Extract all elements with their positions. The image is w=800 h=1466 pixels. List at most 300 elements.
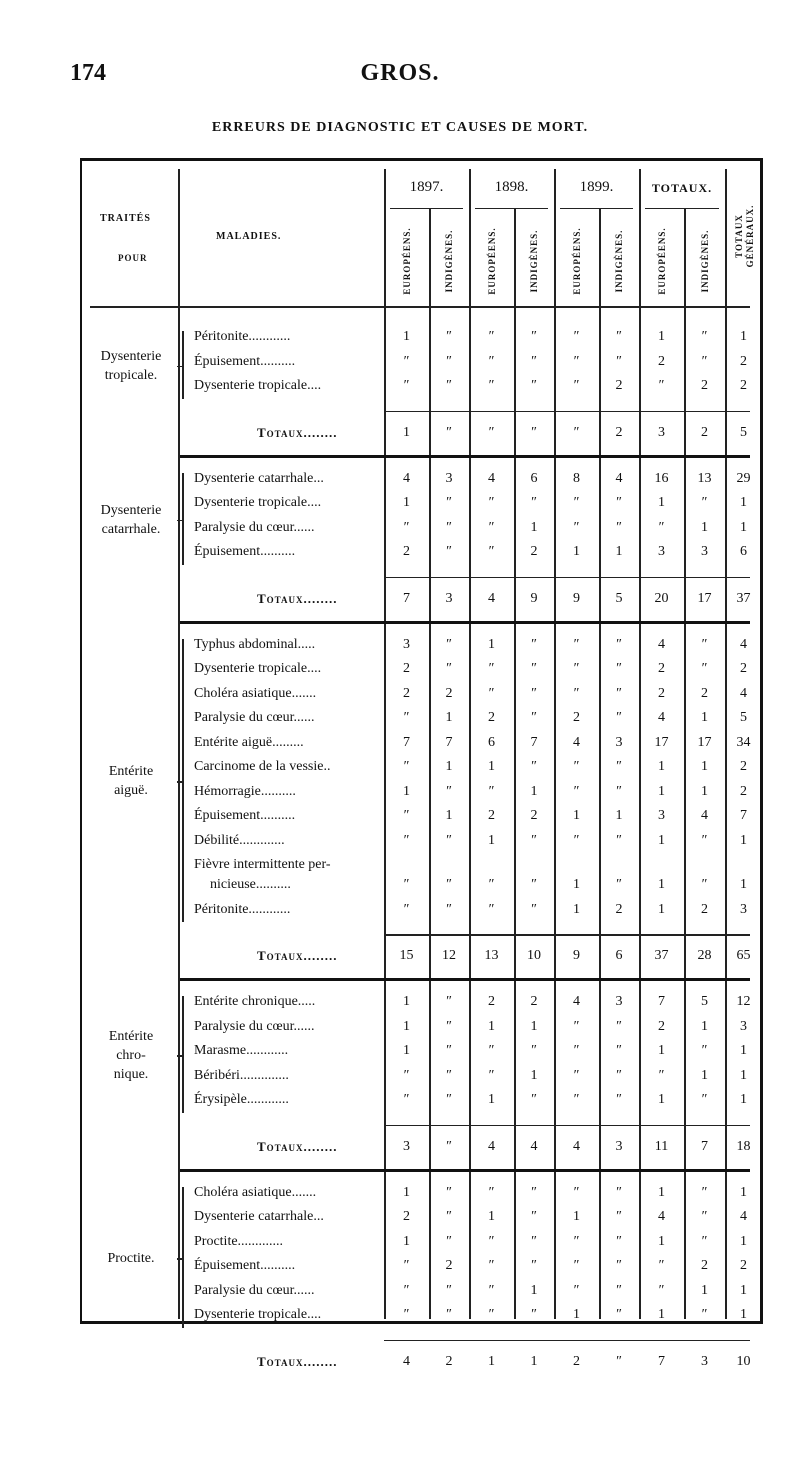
total-value: 11 xyxy=(654,1138,669,1154)
totals-rule xyxy=(384,1125,750,1127)
cell-value: ″ xyxy=(488,901,495,917)
cell-value: 1 xyxy=(488,636,495,652)
cell-value: 2 xyxy=(445,1258,453,1273)
total-value: 9 xyxy=(573,590,580,606)
cell-value: ″ xyxy=(573,353,580,369)
cell-value: ″ xyxy=(488,1258,495,1273)
cell-value: ″ xyxy=(616,1282,622,1298)
disease-label: Épuisement.......... xyxy=(194,808,296,823)
cell-value: 1 xyxy=(530,783,538,799)
cell-value: ″ xyxy=(488,783,495,799)
totals-label: Totaux........ xyxy=(257,948,338,963)
cell-value: 4 xyxy=(701,808,708,823)
cell-value: ″ xyxy=(403,877,410,892)
disease-label: Entérite chronique..... xyxy=(194,994,316,1009)
group-brace xyxy=(182,473,184,565)
cell-value: ″ xyxy=(446,832,452,848)
disease-label: Débilité............. xyxy=(194,832,285,848)
general-total-header: TOTAUX xyxy=(733,214,744,258)
cell-value: ″ xyxy=(658,378,665,393)
cell-value: ″ xyxy=(701,1307,708,1322)
cell-value: ″ xyxy=(701,1092,708,1107)
cell-value: 1 xyxy=(740,1233,747,1249)
cell-value: ″ xyxy=(403,378,410,393)
total-value: 2 xyxy=(701,424,708,440)
cell-value: ″ xyxy=(403,519,410,535)
disease-label: Dysenterie tropicale.... xyxy=(194,378,322,393)
cell-value: ″ xyxy=(403,1307,410,1322)
cell-value: ″ xyxy=(488,1067,495,1083)
group-name: Proctite. xyxy=(107,1250,155,1266)
cell-value: 1 xyxy=(658,901,665,917)
cell-value: ″ xyxy=(403,710,410,725)
cell-value: 2 xyxy=(615,378,623,393)
disease-label: Choléra asiatique....... xyxy=(194,685,317,701)
cell-value: 1 xyxy=(530,1282,538,1298)
disease-label: Paralysie du cœur...... xyxy=(194,710,315,725)
header-rule xyxy=(90,306,750,308)
disease-label: Marasme............ xyxy=(194,1043,289,1058)
cell-value: ″ xyxy=(701,832,708,848)
cell-value: ″ xyxy=(658,1067,665,1083)
cell-value: ″ xyxy=(573,783,580,799)
total-value: 5 xyxy=(615,590,623,606)
total-value: ″ xyxy=(531,424,537,440)
cell-value: 1 xyxy=(701,519,708,535)
disease-label: Paralysie du cœur...... xyxy=(194,1018,315,1034)
cell-value: ″ xyxy=(488,495,495,510)
cell-value: 1 xyxy=(740,1067,747,1083)
cell-value: ″ xyxy=(701,1233,708,1249)
disease-label: Dysenterie tropicale.... xyxy=(194,495,322,510)
cell-value: ″ xyxy=(616,710,622,725)
group-brace xyxy=(182,1187,184,1328)
cell-value: ″ xyxy=(701,1209,708,1224)
year-brace xyxy=(475,208,548,209)
cell-value: ″ xyxy=(446,1043,452,1058)
subcol-header: INDIGÈNES. xyxy=(699,229,710,293)
cell-value: ″ xyxy=(488,1233,495,1249)
cell-value: ″ xyxy=(701,877,708,892)
cell-value: ″ xyxy=(531,378,537,393)
cell-value: ″ xyxy=(616,1307,622,1322)
cell-value: 2 xyxy=(701,378,708,393)
cell-value: 1 xyxy=(658,783,665,799)
cell-value: 1 xyxy=(701,783,708,799)
cell-value: 2 xyxy=(530,544,538,559)
cell-value: 3 xyxy=(615,734,623,750)
cell-value: 4 xyxy=(740,1209,747,1224)
total-value: 1 xyxy=(403,424,410,440)
total-value: 37 xyxy=(654,948,669,963)
cell-value: 16 xyxy=(654,470,669,486)
cell-value: 4 xyxy=(403,470,410,486)
cell-value: 4 xyxy=(658,636,665,652)
cell-value: 1 xyxy=(573,808,580,823)
cell-value: 1 xyxy=(658,1307,665,1322)
cell-value: 4 xyxy=(615,470,623,486)
cell-value: 1 xyxy=(658,877,665,892)
cell-value: 2 xyxy=(658,353,665,369)
total-value: 37 xyxy=(736,590,751,606)
disease-label: Épuisement.......... xyxy=(194,544,296,559)
cell-value: ″ xyxy=(531,759,537,774)
cell-value: 1 xyxy=(740,1307,747,1322)
cell-value: 1 xyxy=(403,1018,410,1034)
cell-value: ″ xyxy=(616,495,622,510)
total-value: 4 xyxy=(488,1138,495,1154)
subcol-header: EUROPÉENS. xyxy=(486,227,497,295)
cell-value: ″ xyxy=(616,1092,622,1107)
cell-value: 1 xyxy=(445,759,453,774)
cell-value: ″ xyxy=(531,1233,537,1249)
cell-value: 1 xyxy=(740,329,747,344)
group-brace xyxy=(177,366,183,368)
total-value: ″ xyxy=(573,424,580,440)
cell-value: 1 xyxy=(573,901,580,917)
cell-value: 1 xyxy=(403,495,410,510)
cell-value: ″ xyxy=(403,1092,410,1107)
cell-value: 1 xyxy=(740,519,747,535)
totals-label: Totaux........ xyxy=(257,590,338,606)
cell-value: 4 xyxy=(488,470,495,486)
cell-value: 7 xyxy=(403,734,410,750)
cell-value: 2 xyxy=(658,685,665,701)
cell-value: ″ xyxy=(531,1258,537,1273)
cell-value: 1 xyxy=(530,1018,538,1034)
cell-value: 4 xyxy=(658,1209,665,1224)
cell-value: ″ xyxy=(488,353,495,369)
cell-value: 2 xyxy=(403,544,410,559)
cell-value: 1 xyxy=(445,710,453,725)
group-brace xyxy=(177,1258,183,1260)
cell-value: 4 xyxy=(740,636,747,652)
running-head: GROS. xyxy=(360,60,440,86)
cell-value: ″ xyxy=(573,1067,580,1083)
cell-value: 4 xyxy=(658,710,665,725)
cell-value: ″ xyxy=(616,1043,622,1058)
disease-label: Proctite............. xyxy=(194,1233,284,1249)
cell-value: 2 xyxy=(615,901,623,917)
cell-value: ″ xyxy=(446,1307,452,1322)
group-name: aiguë. xyxy=(114,783,148,799)
cell-value: 6 xyxy=(740,544,747,559)
total-value: 7 xyxy=(403,590,410,606)
cell-value: ″ xyxy=(616,832,622,848)
cell-value: 8 xyxy=(573,470,580,486)
cell-value: ″ xyxy=(573,1043,580,1058)
cell-value: 1 xyxy=(658,759,665,774)
cell-value: ″ xyxy=(701,661,708,676)
disease-label: Épuisement.......... xyxy=(194,1258,296,1273)
cell-value: 2 xyxy=(740,1258,747,1273)
cell-value: 1 xyxy=(403,783,410,799)
total-value: 12 xyxy=(442,948,456,963)
cell-value: 1 xyxy=(658,1184,665,1200)
disease-label: Choléra asiatique....... xyxy=(194,1184,317,1200)
cell-value: ″ xyxy=(573,1018,580,1034)
cell-value: 2 xyxy=(740,353,747,369)
disease-label: Typhus abdominal..... xyxy=(194,636,316,652)
group-name: nique. xyxy=(113,1066,149,1082)
cell-value: ″ xyxy=(446,378,452,393)
cell-value: ″ xyxy=(616,329,622,344)
total-value: 20 xyxy=(654,590,669,606)
cell-value: 1 xyxy=(488,759,495,774)
cell-value: 2 xyxy=(573,710,580,725)
cell-value: ″ xyxy=(403,808,410,823)
group-brace xyxy=(177,781,183,783)
cell-value: ″ xyxy=(573,1184,580,1200)
subcol-header: EUROPÉENS. xyxy=(571,227,582,295)
cell-value: ″ xyxy=(701,1184,708,1200)
total-value: 3 xyxy=(445,590,453,606)
subcol-header: INDIGÈNES. xyxy=(614,229,624,293)
cell-value: 2 xyxy=(403,1209,410,1224)
cell-value: ″ xyxy=(573,832,580,848)
group-name: tropicale. xyxy=(104,367,158,383)
total-value: 2 xyxy=(445,1353,453,1369)
total-value: ″ xyxy=(446,424,452,440)
cell-value: 3 xyxy=(445,470,453,486)
cell-value: 2 xyxy=(403,661,410,676)
cell-value: ″ xyxy=(531,636,537,652)
cell-value: ″ xyxy=(658,1258,665,1273)
year-brace xyxy=(645,208,719,209)
cell-value: 1 xyxy=(615,544,623,559)
cell-value: 1 xyxy=(403,329,410,344)
cell-value: ″ xyxy=(446,636,452,652)
cell-value: 2 xyxy=(658,1018,665,1034)
year-header: 1899. xyxy=(579,179,614,195)
disease-label: Dysenterie catarrhale... xyxy=(194,470,324,486)
cell-value: ″ xyxy=(573,685,580,701)
total-value: ″ xyxy=(488,424,495,440)
cell-value: 2 xyxy=(403,685,410,701)
cell-value: ″ xyxy=(488,661,495,676)
cell-value: ″ xyxy=(616,759,622,774)
cell-value: 1 xyxy=(488,832,495,848)
cell-value: 1 xyxy=(701,710,708,725)
cell-value: ″ xyxy=(616,877,622,892)
cell-value: ″ xyxy=(616,636,622,652)
year-header: TOTAUX. xyxy=(651,181,713,195)
cell-value: ″ xyxy=(488,1043,495,1058)
cell-value: 1 xyxy=(573,544,580,559)
cell-value: ″ xyxy=(446,1018,452,1034)
cell-value: ″ xyxy=(488,544,495,559)
cell-value: ″ xyxy=(573,1258,580,1273)
cell-value: ″ xyxy=(658,519,665,535)
cell-value: 1 xyxy=(740,495,747,510)
cell-value: ″ xyxy=(616,1258,622,1273)
year-header: 1898. xyxy=(494,179,529,195)
cell-value: 1 xyxy=(658,1043,665,1058)
disease-label: Paralysie du cœur...... xyxy=(194,519,315,535)
cell-value: 7 xyxy=(740,808,747,823)
cell-value: 5 xyxy=(740,710,747,725)
total-value: 7 xyxy=(658,1353,665,1369)
cell-value: ″ xyxy=(531,832,537,848)
total-value: ″ xyxy=(616,1353,622,1369)
cell-value: ″ xyxy=(446,519,452,535)
disease-label: Paralysie du cœur...... xyxy=(194,1282,315,1298)
subcol-header: INDIGÈNES. xyxy=(444,229,454,293)
cell-value: 1 xyxy=(658,832,665,848)
cell-value: ″ xyxy=(531,1092,537,1107)
cell-value: ″ xyxy=(573,759,580,774)
cell-value: ″ xyxy=(531,877,537,892)
cell-value: ″ xyxy=(616,1184,622,1200)
cell-value: ″ xyxy=(531,661,537,676)
cell-value: 1 xyxy=(701,1067,708,1083)
cell-value: ″ xyxy=(531,710,537,725)
cell-value: ″ xyxy=(531,495,537,510)
cell-value: ″ xyxy=(446,495,452,510)
total-value: ″ xyxy=(446,1138,452,1154)
group-brace xyxy=(177,1055,183,1057)
cell-value: 34 xyxy=(736,734,751,750)
cell-value: 17 xyxy=(654,734,669,750)
cell-value: ″ xyxy=(488,1184,495,1200)
cell-value: 4 xyxy=(740,685,747,701)
cell-value: 7 xyxy=(530,734,538,750)
cell-value: ″ xyxy=(616,685,622,701)
cell-value: 1 xyxy=(488,1092,495,1107)
cell-value: ″ xyxy=(531,353,537,369)
disease-label: Épuisement.......... xyxy=(194,353,296,369)
cell-value: ″ xyxy=(531,901,537,917)
cell-value: 2 xyxy=(488,710,495,725)
cell-value: 1 xyxy=(403,1043,410,1058)
cell-value: ″ xyxy=(488,685,495,701)
disease-label: nicieuse.......... xyxy=(210,877,291,892)
cell-value: 7 xyxy=(658,994,665,1009)
cell-value: ″ xyxy=(531,685,537,701)
column-rule xyxy=(178,169,180,1319)
cell-value: ″ xyxy=(446,901,452,917)
cell-value: ″ xyxy=(403,832,410,848)
cell-value: 2 xyxy=(740,661,747,676)
cell-value: 12 xyxy=(736,994,751,1009)
cell-value: 29 xyxy=(736,470,751,486)
disease-label: Béribéri.............. xyxy=(194,1067,289,1083)
cell-value: ″ xyxy=(446,783,452,799)
cell-value: 2 xyxy=(701,685,708,701)
total-value: 1 xyxy=(488,1353,495,1369)
group-separator xyxy=(180,621,750,624)
group-brace xyxy=(177,520,183,522)
cell-value: ″ xyxy=(446,877,452,892)
cell-value: 3 xyxy=(701,544,708,559)
total-value: 15 xyxy=(399,948,414,963)
cell-value: 1 xyxy=(403,994,410,1009)
cell-value: ″ xyxy=(446,1184,452,1200)
cell-value: 3 xyxy=(615,994,623,1009)
group-separator xyxy=(180,1169,750,1172)
total-value: 1 xyxy=(530,1353,538,1369)
cell-value: ″ xyxy=(403,1258,410,1273)
year-brace xyxy=(560,208,633,209)
totals-label: Totaux........ xyxy=(257,424,338,440)
disease-label: Dysenterie tropicale.... xyxy=(194,661,322,676)
cell-value: 1 xyxy=(740,1282,747,1298)
cell-value: 1 xyxy=(573,1209,580,1224)
cell-value: ″ xyxy=(701,1043,708,1058)
disease-label: Érysipèle............ xyxy=(194,1092,289,1107)
total-value: 2 xyxy=(573,1353,580,1369)
cell-value: 2 xyxy=(658,661,665,676)
cell-value: 1 xyxy=(445,808,453,823)
cell-value: 1 xyxy=(615,808,623,823)
cell-value: 7 xyxy=(445,734,453,750)
cell-value: ″ xyxy=(573,495,580,510)
total-value: 65 xyxy=(736,948,751,963)
cell-value: 2 xyxy=(740,759,747,774)
cell-value: 2 xyxy=(740,378,747,393)
cell-value: 1 xyxy=(530,1067,538,1083)
cell-value: ″ xyxy=(573,636,580,652)
cell-value: ″ xyxy=(616,783,622,799)
total-value: 9 xyxy=(573,948,580,963)
total-value: 7 xyxy=(701,1138,708,1154)
cell-value: ″ xyxy=(488,329,495,344)
cell-value: 3 xyxy=(740,901,747,917)
cell-value: 1 xyxy=(488,1209,495,1224)
disease-label: Carcinome de la vessie.. xyxy=(194,759,331,774)
total-value: 3 xyxy=(403,1138,410,1154)
total-value: 10 xyxy=(527,948,541,963)
disease-label: Dysenterie catarrhale... xyxy=(194,1209,324,1224)
cell-value: ″ xyxy=(446,1092,452,1107)
cell-value: ″ xyxy=(616,1018,622,1034)
cell-value: 1 xyxy=(658,329,665,344)
group-separator xyxy=(180,455,750,458)
cell-value: ″ xyxy=(531,1209,537,1224)
cell-value: 1 xyxy=(701,759,708,774)
group-brace xyxy=(182,996,184,1113)
cell-value: 17 xyxy=(697,734,712,750)
cell-value: 2 xyxy=(488,994,495,1009)
total-value: 4 xyxy=(530,1138,538,1154)
cell-value: 3 xyxy=(740,1018,747,1034)
group-brace xyxy=(182,639,184,923)
cell-value: ″ xyxy=(658,1282,665,1298)
group-name: chro- xyxy=(116,1047,146,1063)
page-number: 174 xyxy=(70,60,106,86)
cell-value: 2 xyxy=(488,808,495,823)
cell-value: ″ xyxy=(531,1184,537,1200)
total-value: 13 xyxy=(484,948,499,963)
cell-value: 3 xyxy=(658,544,665,559)
total-value: 28 xyxy=(697,948,712,963)
cell-value: ″ xyxy=(573,519,580,535)
totals-label: Totaux........ xyxy=(257,1138,338,1154)
year-header: 1897. xyxy=(409,179,444,195)
disease-label: Péritonite............ xyxy=(194,329,291,344)
totals-rule xyxy=(384,934,750,936)
cell-value: 1 xyxy=(403,1233,410,1249)
cell-value: ″ xyxy=(446,1282,452,1298)
cell-value: ″ xyxy=(446,544,452,559)
col-header-traites: TRAITÉS xyxy=(100,213,151,224)
cell-value: ″ xyxy=(446,329,452,344)
col-header-pour: POUR xyxy=(118,253,148,263)
cell-value: 1 xyxy=(740,1184,747,1200)
cell-value: 1 xyxy=(740,1092,747,1107)
cell-value: ″ xyxy=(573,378,580,393)
disease-label: Entérite aiguë......... xyxy=(194,734,304,750)
